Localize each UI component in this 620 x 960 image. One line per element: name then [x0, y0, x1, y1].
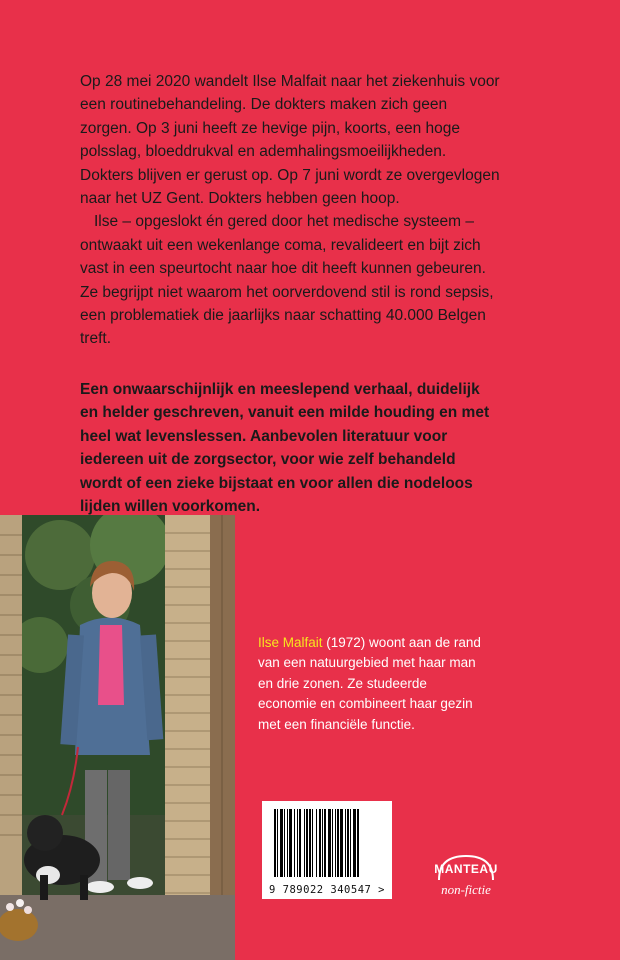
review-quote: Een onwaarschijnlijk en meeslepend verhaal, duidelijk en helder geschreven, vanuit een milde houding en met heel wat levenslessen. Aanbevolen literatuur voor iedereen uit de zorgsector, voor wie zelf behandeld wordt of een zieke bijstaat en voor allen die nodeloos lijden willen voorkomen.	[80, 381, 490, 516]
isbn-barcode	[262, 801, 392, 899]
publisher-name: MANTEAU	[434, 862, 498, 876]
isbn-number: 9 789022 340547 >	[269, 884, 385, 896]
author-bio	[258, 633, 488, 735]
publisher-series: non-fictie	[441, 882, 491, 897]
back-cover-blurb	[80, 70, 500, 351]
blurb-paragraph-1: Op 28 mei 2020 wandelt Ilse Malfait naar het ziekenhuis voor een routinebehandeling. De dokters maken zich geen zorgen. Op 3 juni heeft ze hevige pijn, koorts, een hoge polsslag, bloeddrukval en ademhalingsmoeilijkheden. Dokters blijven er gerust op. Op 7 juni wordt ze overgevlogen naar het UZ Gent. Dokters hebben geen hoop.	[80, 73, 500, 208]
author-name: Ilse Malfait	[258, 635, 323, 650]
publisher-logo	[425, 852, 507, 912]
author-bio-text: (1972) woont aan de rand van een natuurgebied met haar man en drie zonen. Ze studeerde economie en combineert haar gezin met een financiële functie.	[258, 635, 481, 732]
blurb-paragraph-2: Ilse – opgeslokt én gered door het medische systeem – ontwaakt uit een wekenlange coma, revalideert en bijt zich vast in een speurtocht naar hoe dit heeft kunnen gebeuren. Ze begrijpt niet waarom het oorverdovend stil is rond sepsis, een problematiek die jaarlijks naar schatting 40.000 Belgen treft.	[80, 213, 494, 348]
author-photo	[0, 515, 235, 960]
